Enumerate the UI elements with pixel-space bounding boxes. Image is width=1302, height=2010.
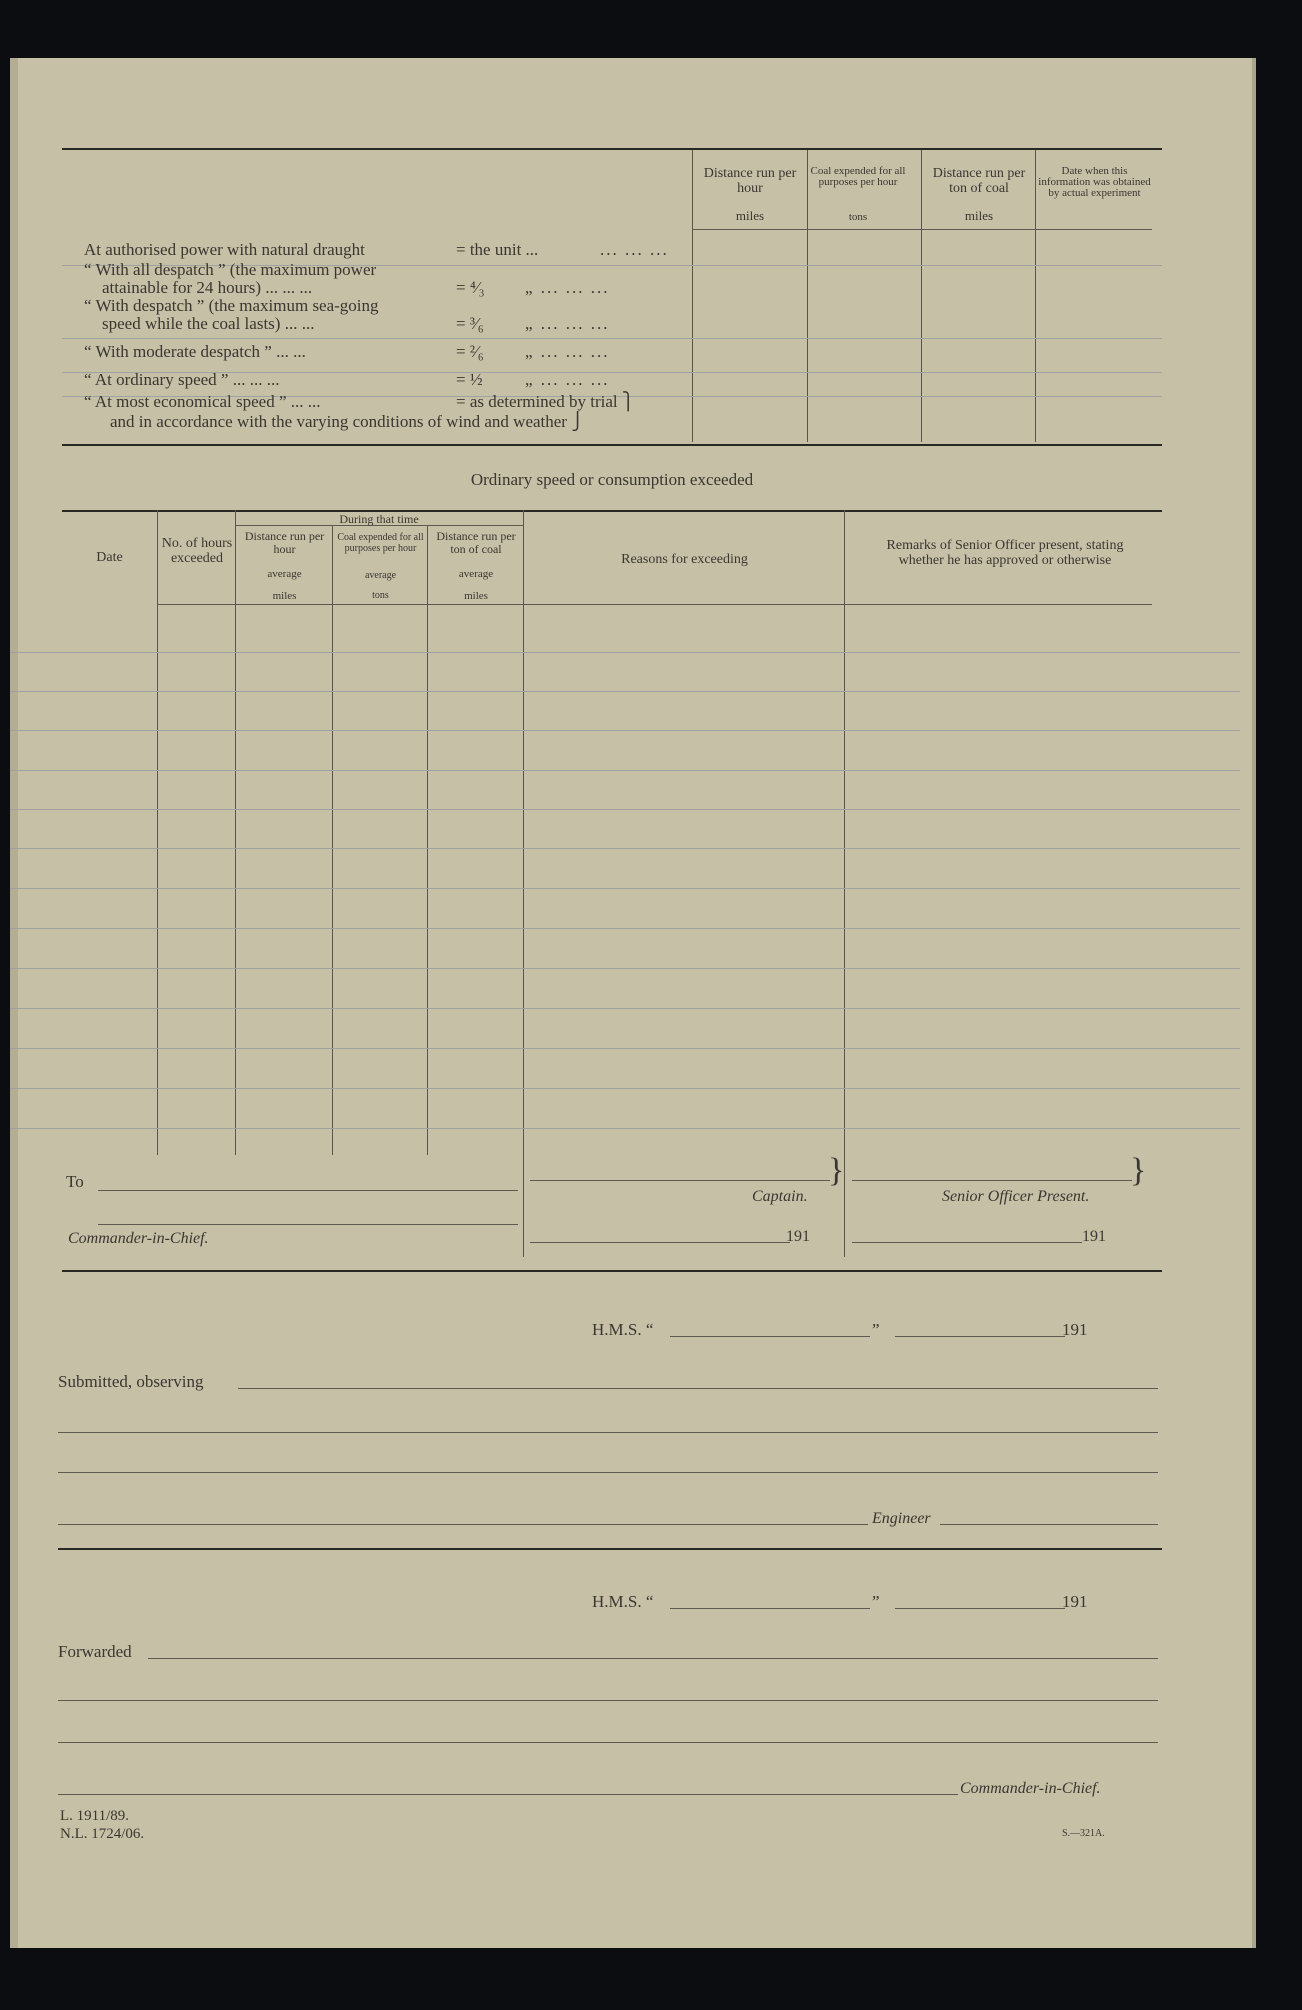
ruled-line bbox=[10, 1128, 1240, 1129]
section-title: Ordinary speed or consumption exceeded bbox=[470, 470, 754, 489]
row-eq: = ³⁄₆ bbox=[456, 314, 484, 333]
senior-label: Senior Officer Present. bbox=[942, 1188, 1090, 1205]
year-label: 191 bbox=[1062, 1592, 1088, 1611]
col-header-date: Date bbox=[96, 550, 123, 565]
col-header-distance-hour: Distance run per hour bbox=[244, 529, 325, 556]
cinc-label: Commander-in-Chief. bbox=[960, 1780, 1101, 1797]
col-header-coal-hour: Coal expended for all purposes per hour bbox=[337, 532, 424, 554]
col-unit: tons bbox=[848, 211, 868, 223]
ruled-line bbox=[10, 968, 1240, 969]
to-line-2[interactable] bbox=[98, 1224, 518, 1225]
top-rule bbox=[62, 148, 1162, 150]
avg-label: average bbox=[364, 570, 397, 581]
unit-label: miles bbox=[272, 590, 297, 602]
col-unit: miles bbox=[735, 208, 765, 223]
captain-date-line[interactable] bbox=[530, 1242, 790, 1243]
ruled-line bbox=[62, 338, 1162, 339]
header-underline bbox=[157, 604, 1152, 605]
ruled-line bbox=[10, 1088, 1240, 1089]
col-divider bbox=[427, 526, 428, 1155]
section-rule bbox=[58, 1548, 1162, 1550]
row-dots: „ ... ... ... bbox=[525, 278, 610, 297]
hms-label: H.M.S. “ bbox=[592, 1320, 654, 1339]
reference-2: N.L. 1724/06. bbox=[60, 1826, 145, 1842]
col-header-distance-ton: Distance run per ton of coal bbox=[436, 529, 516, 556]
col-header-coal-hour: Coal expended for all purposes per hour bbox=[810, 165, 906, 188]
col-divider bbox=[807, 150, 808, 442]
ruled-line bbox=[10, 809, 1240, 810]
section-rule bbox=[62, 444, 1162, 446]
col-header-date: Date when this information was obtained by actual experiment bbox=[1038, 165, 1151, 199]
year-label: 191 bbox=[1062, 1320, 1088, 1339]
header-underline bbox=[692, 229, 1152, 230]
ruled-line bbox=[10, 848, 1240, 849]
ruled-line bbox=[10, 652, 1240, 653]
ruled-line bbox=[10, 928, 1240, 929]
cinc-label: Commander-in-Chief. bbox=[68, 1230, 209, 1247]
close-quote: ” bbox=[872, 1320, 880, 1339]
senior-signature-line[interactable] bbox=[852, 1180, 1132, 1181]
row-dots: ... ... ... bbox=[600, 240, 669, 259]
row-eq: = the unit ... bbox=[456, 240, 539, 259]
row-dots: „ ... ... ... bbox=[525, 342, 610, 361]
date-line[interactable] bbox=[895, 1608, 1065, 1609]
ruled-line bbox=[10, 691, 1240, 692]
forwarded-line-3[interactable] bbox=[58, 1742, 1158, 1743]
row-label: At authorised power with natural draught bbox=[84, 240, 365, 259]
form-page bbox=[10, 58, 1256, 1948]
unit-label: miles bbox=[464, 590, 488, 602]
forwarded-line[interactable] bbox=[148, 1658, 1158, 1659]
engineer-signature-line[interactable] bbox=[940, 1524, 1158, 1525]
col-divider bbox=[332, 526, 333, 1155]
form-number: S.—321A. bbox=[1062, 1828, 1105, 1839]
row-dots: „ ... ... ... bbox=[525, 314, 610, 333]
row-label: attainable for 24 hours) ... ... ... bbox=[102, 278, 313, 297]
col-header-remarks: Remarks of Senior Officer present, stating whether he has approved or otherwise bbox=[886, 538, 1124, 568]
engineer-label: Engineer bbox=[872, 1510, 931, 1527]
year-label: 191 bbox=[1082, 1228, 1106, 1245]
ruled-line bbox=[10, 888, 1240, 889]
row-label: speed while the coal lasts) ... ... bbox=[102, 314, 315, 333]
avg-label: average bbox=[267, 568, 302, 580]
col-divider bbox=[921, 150, 922, 442]
ruled-line bbox=[10, 770, 1240, 771]
ship-name-line[interactable] bbox=[670, 1608, 870, 1609]
submitted-line-3[interactable] bbox=[58, 1472, 1158, 1473]
ship-name-line[interactable] bbox=[670, 1336, 870, 1337]
row-eq: = ½ bbox=[456, 370, 483, 389]
col-header-distance-ton: Distance run per ton of coal bbox=[932, 166, 1026, 196]
forwarded-label: Forwarded bbox=[58, 1642, 132, 1661]
col-divider bbox=[157, 510, 158, 1155]
col-header-reasons: Reasons for exceeding bbox=[621, 552, 748, 567]
to-label: To bbox=[66, 1172, 84, 1191]
row-eq: = ⁴⁄₃ bbox=[456, 278, 485, 297]
row-label: “ With despatch ” (the maximum sea-going bbox=[84, 296, 379, 315]
row-label: “ With all despatch ” (the maximum power bbox=[84, 260, 377, 279]
col-header-hours: No. of hours exceeded bbox=[161, 536, 233, 566]
brace: } bbox=[1130, 1152, 1147, 1189]
row-eq: = ²⁄₆ bbox=[456, 342, 484, 361]
captain-label: Captain. bbox=[752, 1188, 808, 1205]
col-divider bbox=[235, 510, 236, 1155]
col-header-distance-hour: Distance run per hour bbox=[703, 166, 797, 196]
avg-label: average bbox=[458, 568, 494, 580]
ruled-line bbox=[10, 1048, 1240, 1049]
section-rule bbox=[62, 1270, 1162, 1272]
row-dots: „ ... ... ... bbox=[525, 370, 610, 389]
col-unit: miles bbox=[964, 208, 994, 223]
senior-date-line[interactable] bbox=[852, 1242, 1082, 1243]
submitted-line-2[interactable] bbox=[58, 1432, 1158, 1433]
row-eq: = as determined by trial ⎫ bbox=[456, 392, 635, 411]
col-divider bbox=[523, 510, 524, 1257]
ruled-line bbox=[10, 730, 1240, 731]
unit-label: tons bbox=[372, 590, 389, 601]
cinc-signature-line[interactable] bbox=[58, 1794, 958, 1795]
row-label: and in accordance with the varying conditions of wind and weather ⎭ bbox=[110, 412, 584, 431]
engineer-line[interactable] bbox=[58, 1524, 868, 1525]
col-divider bbox=[844, 510, 845, 1257]
row-label: “ At most economical speed ” ... ... bbox=[84, 392, 321, 411]
ruled-line bbox=[10, 1008, 1240, 1009]
col-divider bbox=[1035, 150, 1036, 442]
year-label: 191 bbox=[786, 1228, 810, 1245]
table-top-rule bbox=[62, 510, 1162, 512]
col-divider bbox=[692, 150, 693, 442]
forwarded-line-2[interactable] bbox=[58, 1700, 1158, 1701]
brace: } bbox=[828, 1152, 845, 1189]
row-label: “ At ordinary speed ” ... ... ... bbox=[84, 370, 280, 389]
during-label: During that time bbox=[339, 512, 419, 526]
date-line[interactable] bbox=[895, 1336, 1065, 1337]
submitted-label: Submitted, observing bbox=[58, 1372, 204, 1391]
reference-1: L. 1911/89. bbox=[60, 1808, 130, 1824]
row-label: “ With moderate despatch ” ... ... bbox=[84, 342, 306, 361]
captain-signature-line[interactable] bbox=[530, 1180, 830, 1181]
close-quote: ” bbox=[872, 1592, 880, 1611]
submitted-line[interactable] bbox=[238, 1388, 1158, 1389]
to-line[interactable] bbox=[98, 1190, 518, 1191]
hms-label: H.M.S. “ bbox=[592, 1592, 654, 1611]
